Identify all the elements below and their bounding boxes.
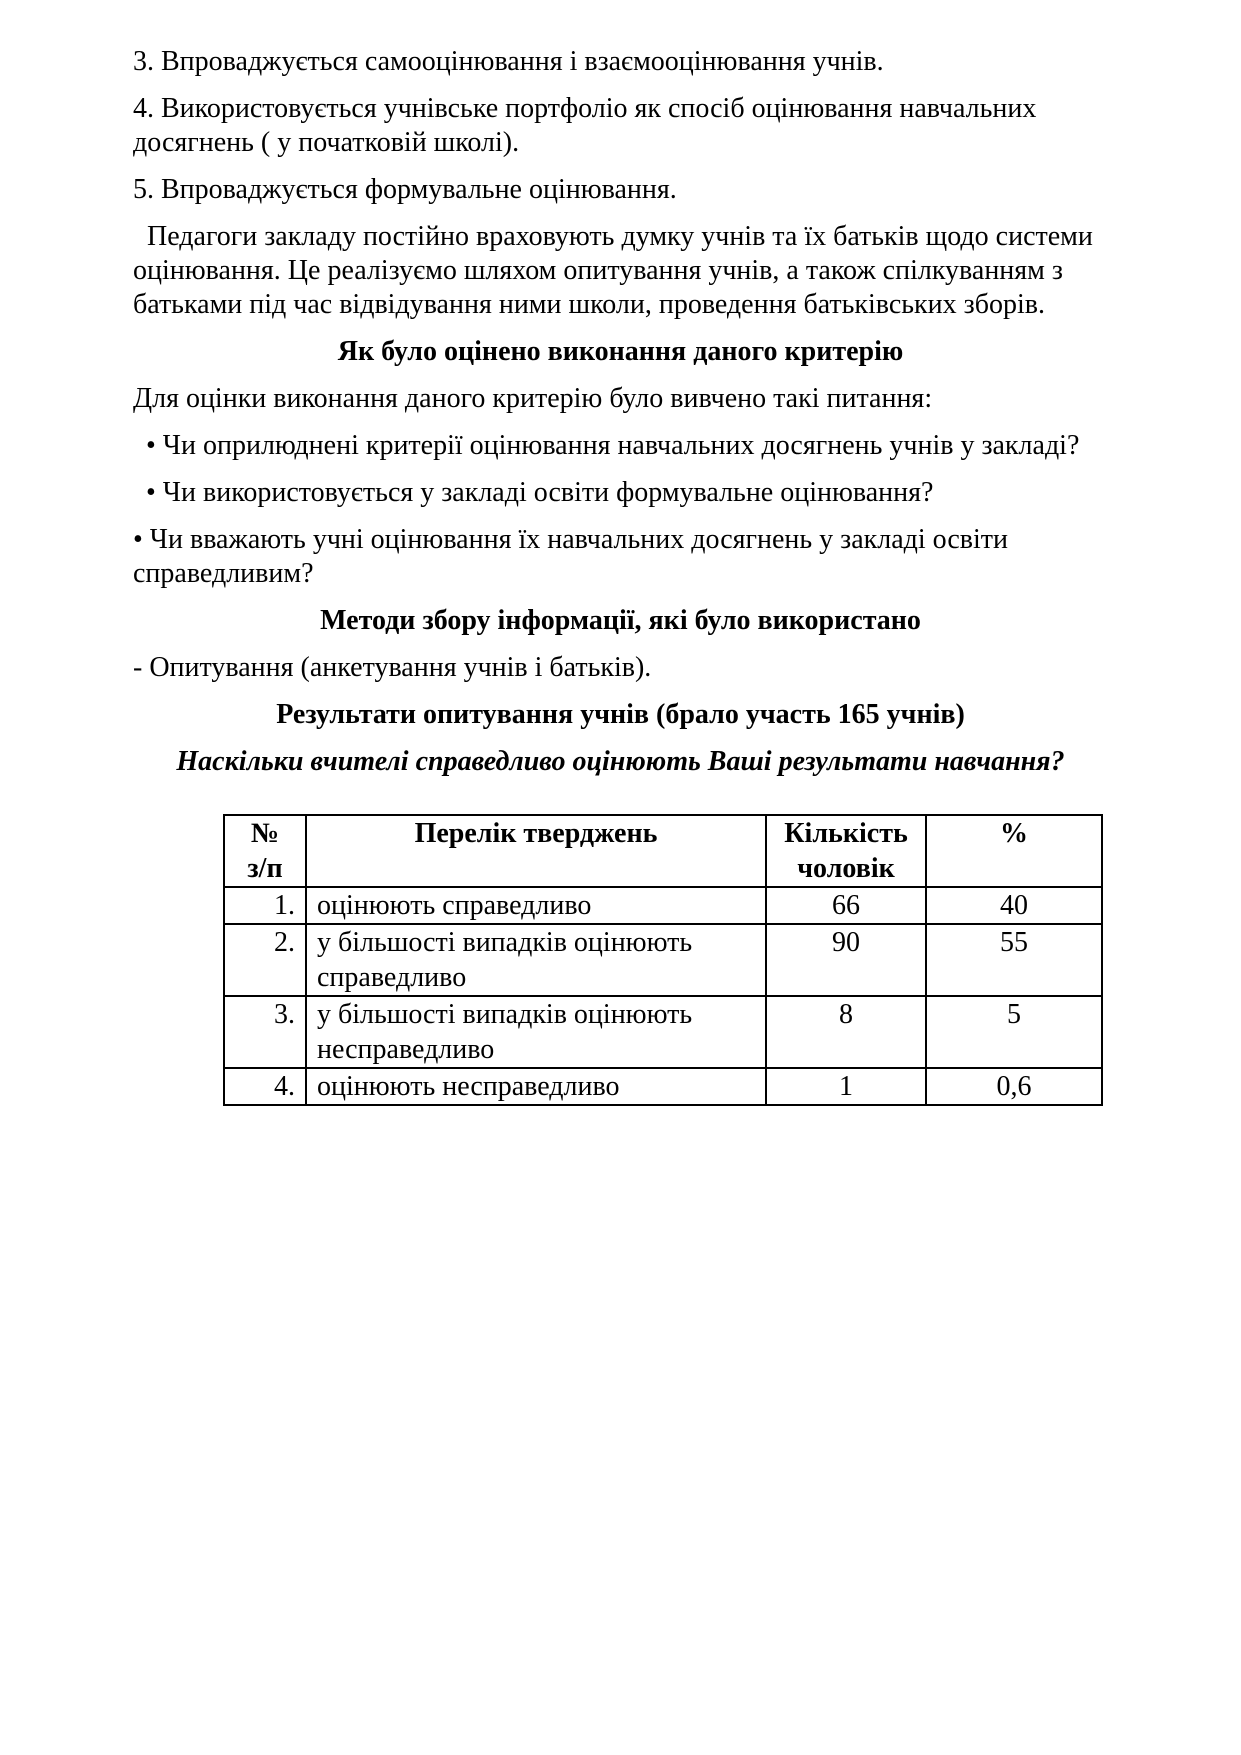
- table-header-row: [224, 815, 1102, 887]
- row-2-statement: у більшості випадків оцінюють справедливо: [306, 924, 766, 996]
- row-3-percent: 5: [926, 996, 1102, 1068]
- table-row: [224, 996, 1102, 1068]
- table-row: [224, 887, 1102, 924]
- row-2-count: 90: [766, 924, 926, 996]
- header-count: [766, 815, 926, 887]
- row-1-num: 1.: [224, 887, 306, 924]
- row-3-count: 8: [766, 996, 926, 1068]
- row-4-statement: оцінюють несправедливо: [306, 1068, 766, 1105]
- heading-data-methods: Методи збору інформації, які було використано: [320, 605, 921, 636]
- row-1-count: 66: [766, 887, 926, 924]
- header-count-line1: Кількість: [784, 818, 908, 849]
- row-3-num: 3.: [224, 996, 306, 1068]
- heading-evaluation-method: Як було оцінено виконання даного критерію: [337, 336, 904, 367]
- row-1-percent: 40: [926, 887, 1102, 924]
- numbered-item-5: 5. Впроваджується формувальне оцінювання.: [133, 174, 677, 205]
- bullet-question-2: • Чи використовується у закладі освіти формувальне оцінювання?: [146, 477, 934, 508]
- row-4-num: 4.: [224, 1068, 306, 1105]
- row-2-num: 2.: [224, 924, 306, 996]
- numbered-item-4: 4. Використовується учнівське портфоліо як спосіб оцінювання навчальних досягнень ( у початковій школі).: [133, 93, 1037, 158]
- paragraph-pedagogy: Педагоги закладу постійно враховують думку учнів та їх батьків щодо системи оцінювання. Це реалізуємо шляхом опитування учнів, а також спілкуванням з батьками під час відвідування ними школи, проведення батьківських зборів.: [133, 221, 1093, 320]
- header-num-line2: з/п: [247, 853, 283, 884]
- header-percent: %: [926, 815, 1102, 887]
- paragraph-survey-method: - Опитування (анкетування учнів і батьків).: [133, 652, 652, 683]
- header-num: [224, 815, 306, 887]
- table-row: [224, 924, 1102, 996]
- heading-survey-question: Наскільки вчителі справедливо оцінюють Ваші результати навчання?: [176, 746, 1065, 777]
- bullet-question-1: • Чи оприлюднені критерії оцінювання навчальних досягнень учнів у закладі?: [146, 430, 1080, 461]
- survey-results-table: [223, 814, 1103, 1106]
- header-statement: Перелік тверджень: [306, 815, 766, 887]
- row-1-statement: оцінюють справедливо: [306, 887, 766, 924]
- heading-survey-results: Результати опитування учнів (брало участь 165 учнів): [276, 699, 965, 730]
- numbered-item-3: 3. Впроваджується самооцінювання і взаємооцінювання учнів.: [133, 46, 884, 77]
- row-3-statement: у більшості випадків оцінюють несправедливо: [306, 996, 766, 1068]
- row-4-count: 1: [766, 1068, 926, 1105]
- row-4-percent: 0,6: [926, 1068, 1102, 1105]
- header-count-line2: чоловік: [797, 853, 895, 884]
- header-num-line1: №: [250, 818, 280, 849]
- row-2-percent: 55: [926, 924, 1102, 996]
- bullet-question-3: • Чи вважають учні оцінювання їх навчальних досягнень у закладі освіти справедливим?: [133, 524, 1009, 589]
- table-row: [224, 1068, 1102, 1105]
- paragraph-questions-intro: Для оцінки виконання даного критерію було вивчено такі питання:: [133, 383, 933, 414]
